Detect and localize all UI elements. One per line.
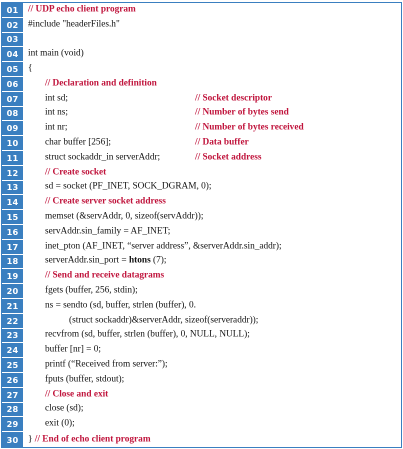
code-text [45,94,68,103]
code-text [45,405,83,414]
code-statement: { [28,63,33,74]
code-content [23,225,401,239]
code-statement: serverAddr.sin_port = [45,255,129,266]
code-text [28,64,32,73]
code-comment: // UDP echo client program [28,4,136,15]
code-statement: inet_pton (AF_INET, “server address”, &serverAddr.sin_addr); [45,240,282,251]
code-statement: servAddr.sin_family = AF_INET; [45,226,171,237]
code-content [23,373,401,387]
code-statement: #include "headerFiles.h" [28,19,120,30]
code-text [45,212,203,221]
code-line [2,432,401,447]
code-content [23,166,401,180]
code-line [2,62,401,77]
code-text [45,301,196,310]
code-content [23,240,401,254]
line-number: 10 [2,136,23,150]
line-number: 26 [2,373,23,387]
code-comment: // Declaration and definition [45,78,157,89]
line-number: 22 [2,314,23,328]
code-content [23,284,401,298]
code-line [2,358,401,373]
code-text [45,331,250,340]
code-line [2,3,401,18]
code-text [45,286,138,295]
code-content [23,269,401,283]
code-text [45,138,111,147]
code-line [2,166,401,181]
code-line [2,77,401,92]
code-statement: int main (void) [28,48,84,59]
code-comment: // Close and exit [45,388,109,399]
code-statement: int ns; [45,107,68,118]
code-content [23,432,401,447]
line-number: 23 [2,329,23,343]
code-line [2,121,401,136]
line-number: 18 [2,255,23,269]
code-line [2,47,401,62]
code-line [2,417,401,432]
line-number: 06 [2,77,23,91]
line-number: 05 [2,62,23,76]
code-line [2,388,401,403]
code-line [2,151,401,166]
line-number: 04 [2,47,23,61]
code-text [28,20,120,29]
code-text [45,124,67,133]
code-statement: buffer [nr] = 0; [45,344,101,355]
line-number: 03 [2,33,23,47]
code-comment: // End of echo client program [32,433,151,444]
code-comment: // Send and receive datagrams [45,270,165,281]
line-number: 15 [2,210,23,224]
code-line [2,284,401,299]
code-content [23,255,401,269]
code-content [23,329,401,343]
code-line [2,33,401,48]
code-line [2,329,401,344]
code-statement: ns = sendto (sd, buffer, strlen (buffer), 0. [45,300,196,311]
code-listing [1,2,402,448]
code-line [2,403,401,418]
code-text [28,435,151,444]
code-line [2,107,401,122]
code-text [45,257,166,266]
line-number: 17 [2,240,23,254]
code-text [45,153,160,162]
code-statement: fputs (buffer, stdout); [45,374,125,385]
line-number: 30 [2,432,23,447]
code-text [45,227,170,236]
code-comment: // Socket address [195,152,262,163]
code-content [23,92,401,106]
code-content [23,107,401,121]
line-number: 02 [2,18,23,32]
code-statement-tail: (7); [150,255,167,266]
code-text [45,420,75,429]
code-line [2,92,401,107]
code-content [23,151,401,165]
code-content [23,62,401,76]
code-statement: (struct sockaddr)&serverAddr, sizeof(serveraddr)); [69,314,259,325]
code-line [2,136,401,151]
code-line [2,18,401,33]
code-line [2,299,401,314]
code-statement: printf (“Received from server:”); [45,359,168,370]
code-comment: // Socket descriptor [195,93,272,104]
code-statement: memset (&servAddr, 0, sizeof(servAddr)); [45,211,204,222]
code-line [2,240,401,255]
code-text [45,183,211,192]
code-comment: // Number of bytes received [195,122,304,133]
code-line [2,225,401,240]
line-number: 13 [2,181,23,195]
code-content [23,210,401,224]
code-content [23,3,401,17]
code-statement: } [28,433,33,444]
code-content [23,343,401,357]
code-line [2,181,401,196]
code-line [2,314,401,329]
line-number: 25 [2,358,23,372]
code-comment: // Create socket [45,167,107,178]
line-number: 20 [2,284,23,298]
code-statement: int nr; [45,122,68,133]
code-text [69,316,258,325]
line-number: 09 [2,121,23,135]
code-content [23,195,401,209]
line-number: 29 [2,417,23,431]
code-content [23,33,401,47]
code-content [23,136,401,150]
code-statement: close (sd); [45,403,84,414]
line-number: 14 [2,195,23,209]
code-statement: fgets (buffer, 256, stdin); [45,285,138,296]
code-content [23,77,401,91]
code-statement: int sd; [45,93,68,104]
code-content [23,181,401,195]
line-number: 28 [2,403,23,417]
line-number: 07 [2,92,23,106]
code-content [23,121,401,135]
code-text [45,375,124,384]
code-line [2,255,401,270]
code-keyword: htons [129,255,151,266]
line-number: 11 [2,151,23,165]
line-number: 12 [2,166,23,180]
line-number: 24 [2,343,23,357]
code-line [2,373,401,388]
code-statement: sd = socket (PF_INET, SOCK_DGRAM, 0); [45,181,212,192]
line-number: 01 [2,3,23,17]
code-comment: // Data buffer [195,137,249,148]
line-number: 16 [2,225,23,239]
code-text [45,242,282,251]
code-line [2,195,401,210]
code-content [23,403,401,417]
code-statement: char buffer [256]; [45,137,111,148]
code-content [23,388,401,402]
line-number: 08 [2,107,23,121]
code-text [45,109,68,118]
code-content [23,314,401,328]
code-line [2,343,401,358]
code-content [23,299,401,313]
code-line [2,269,401,284]
code-comment: // Create server socket address [45,196,166,207]
line-number: 27 [2,388,23,402]
code-line [2,210,401,225]
code-text [28,50,84,59]
code-comment: // Number of bytes send [195,107,289,118]
code-content [23,18,401,32]
code-statement: exit (0); [45,418,75,429]
code-content [23,358,401,372]
line-number: 21 [2,299,23,313]
code-text [45,360,168,369]
code-statement: recvfrom (sd, buffer, strlen (buffer), 0, NULL, NULL); [45,329,250,340]
code-statement: struct sockaddr_in serverAddr; [45,152,161,163]
code-content [23,417,401,431]
code-text [45,346,101,355]
line-number: 19 [2,269,23,283]
code-content [23,47,401,61]
